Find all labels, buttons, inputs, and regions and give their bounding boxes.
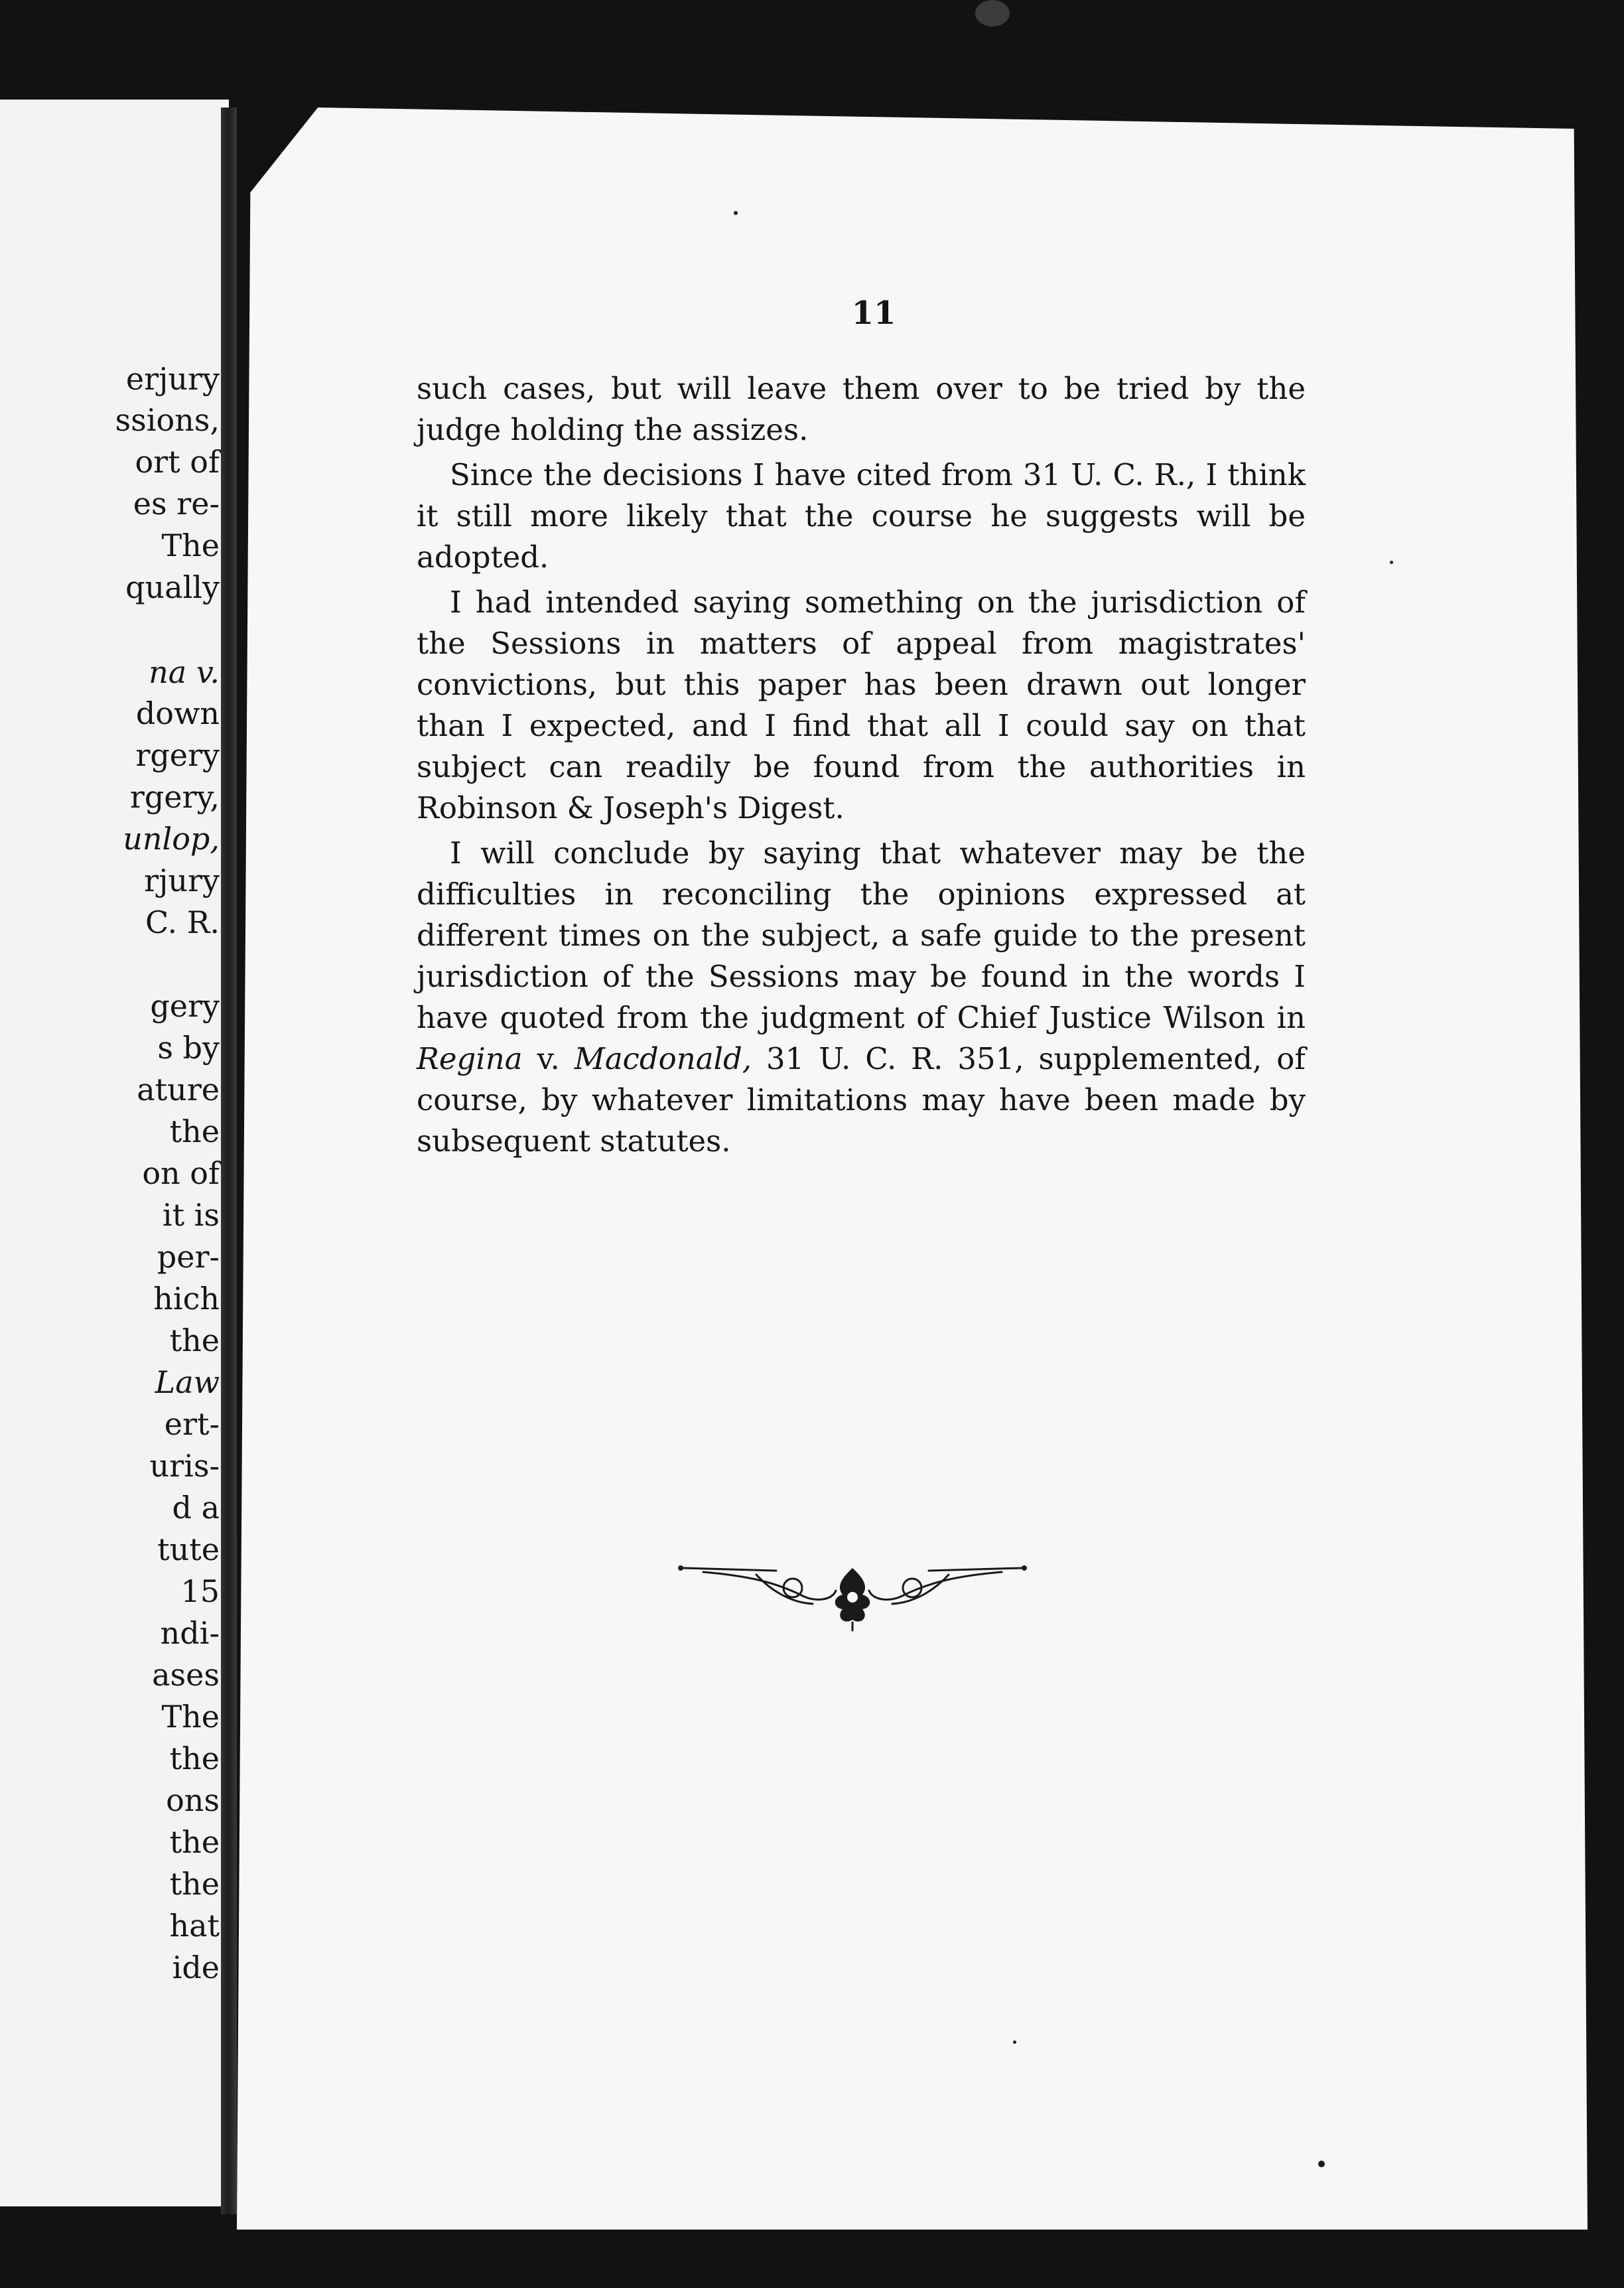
scan-speck: [1013, 2040, 1016, 2044]
page-number: 11: [851, 295, 896, 332]
left-page-fragment: erjury: [125, 361, 220, 397]
left-page-fragment: down: [135, 695, 220, 731]
paragraph-4-text-e: 31 U. C. R. 351, supplemented, of course, by whatever limitations may have been made by subsequent statutes.: [417, 1041, 1306, 1159]
left-page: [0, 100, 229, 2206]
paragraph-2: Since the decisions I have cited from 31 U. C. R., I think it still more likely that the course he suggests will be adopted.: [417, 457, 1306, 575]
scroll-fleuron-icon: [677, 1556, 1028, 1636]
left-page-fragment: tute: [157, 1532, 220, 1567]
left-page-fragment: The: [161, 1699, 220, 1735]
left-page-fragment: ature: [137, 1072, 220, 1108]
left-page-fragment: hich: [153, 1281, 220, 1317]
left-page-fragment: unlop,: [123, 821, 220, 857]
left-page-fragment: C. R.: [145, 904, 220, 940]
scan-speck: [1390, 561, 1393, 564]
binding-gutter: [221, 107, 237, 2214]
left-page-fragment: it is: [162, 1197, 220, 1233]
left-page-fragment: rjury: [144, 863, 220, 898]
paragraph-3: I had intended saying something on the jurisdiction of the Sessions in matters of appeal from magistrates' convictions, but this paper has been drawn out longer than I expected, and I find that all I could say on that subject can readily be found from the authorities in Robinson & Joseph's Digest.: [417, 585, 1306, 825]
scan-speck: [1318, 2161, 1325, 2167]
scan-speck: [975, 0, 1010, 27]
paragraph-1: such cases, but will leave them over to be tried by the judge holding the assizes.: [417, 371, 1306, 447]
left-page-fragment: s by: [157, 1030, 220, 1066]
paragraph-4: [417, 833, 1306, 1162]
left-page-fragment: gery: [150, 988, 220, 1024]
left-page-fragment: the: [169, 1741, 220, 1776]
left-page-fragment: rgery: [135, 737, 220, 773]
scan-speck: [734, 211, 738, 215]
left-page-fragment: the: [169, 1323, 220, 1358]
case-name-regina: Regina: [417, 1041, 523, 1076]
left-page-fragment: ons: [166, 1782, 220, 1818]
left-page-fragment: hat: [169, 1908, 220, 1944]
left-page-fragment: the: [169, 1866, 220, 1902]
left-page-fragment: per-: [157, 1239, 220, 1275]
paragraph-4-text-c: v.: [522, 1041, 575, 1076]
left-page-fragment: qually: [125, 569, 220, 605]
paragraph-4-text-a: I will conclude by saying that whatever may be the difficulties in reconciling the opinions expressed at different times on the subject, a safe guide to the present jurisdiction of the Sessions may be found in the words I have quoted from the judgment of Chief Justice Wilson in: [417, 835, 1306, 1035]
left-page-fragment: ort of: [135, 444, 220, 480]
left-page-fragment: ide: [172, 1950, 220, 1985]
left-page-fragment: The: [161, 528, 220, 563]
body-text: [417, 368, 1306, 1166]
left-page-fragment: ndi-: [160, 1615, 220, 1651]
left-page-fragment: 15: [180, 1573, 220, 1609]
left-page-fragment: ases: [152, 1657, 220, 1693]
case-name-macdonald: Macdonald,: [574, 1041, 752, 1076]
left-page-fragment: d a: [172, 1490, 220, 1526]
left-page-fragment: Law: [155, 1364, 220, 1400]
left-page-fragment: uris-: [149, 1448, 220, 1484]
left-page-fragment: ert-: [164, 1406, 220, 1442]
left-page-fragment: rgery,: [129, 779, 220, 815]
left-page-fragment: the: [169, 1113, 220, 1149]
left-page-fragment: the: [169, 1824, 220, 1860]
left-page-fragment: na v.: [149, 654, 220, 690]
left-page-fragment: es re-: [133, 486, 220, 522]
left-page-fragment: ssions,: [115, 402, 220, 438]
left-page-fragment: on of: [142, 1155, 220, 1191]
